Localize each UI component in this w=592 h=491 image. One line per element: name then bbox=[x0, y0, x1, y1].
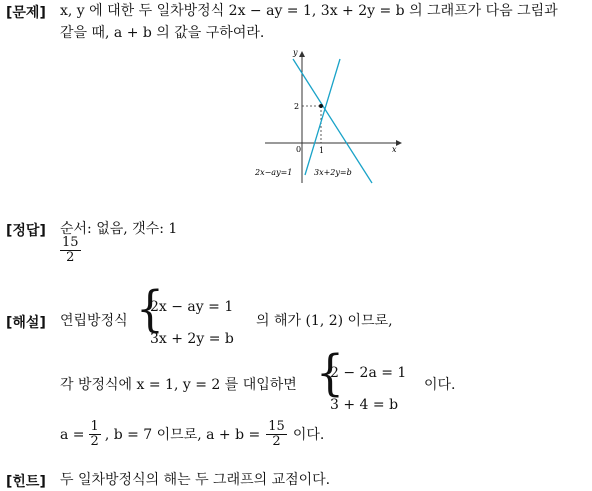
final-a-denominator: 2 bbox=[90, 434, 99, 449]
final-line bbox=[60, 420, 324, 449]
hint-tag: [힌트] bbox=[6, 474, 46, 490]
final-end: 이다. bbox=[292, 426, 325, 443]
origin-label: 0 bbox=[296, 145, 302, 154]
final-a-label: a = bbox=[60, 426, 85, 443]
final-a-numerator: 1 bbox=[90, 419, 99, 434]
x-axis-arrow bbox=[396, 140, 402, 146]
x-axis-label: x bbox=[392, 145, 397, 154]
final-mid: , b = 7 이므로, a + b = bbox=[104, 426, 261, 443]
answer-tag: [정답] bbox=[6, 223, 46, 239]
system-eq1: 2x − ay = 1 bbox=[150, 299, 234, 315]
substitution-eq2: 3 + 4 = b bbox=[330, 397, 399, 413]
hint-text: 두 일차방정식의 해는 두 그래프의 교점이다. bbox=[60, 472, 331, 488]
answer-numerator: 15 bbox=[62, 235, 79, 250]
system-brace: { bbox=[136, 281, 164, 338]
substitution-intro: 각 방정식에 x = 1, y = 2 를 대입하면 bbox=[60, 377, 297, 393]
substitution-brace: { bbox=[316, 345, 344, 402]
line-3x-2y-b bbox=[293, 59, 372, 183]
answer-meta: 순서: 없음, 갯수: 1 bbox=[60, 221, 178, 237]
intersection-point bbox=[319, 104, 323, 108]
line-2x-ay-1 bbox=[305, 59, 340, 175]
final-sum-numerator: 15 bbox=[268, 419, 285, 434]
substitution-result: 이다. bbox=[424, 377, 456, 393]
y-axis-label: y bbox=[293, 48, 298, 57]
line2-label: 3x+2y=b bbox=[314, 168, 352, 177]
solution-tag: [해설] bbox=[6, 315, 46, 331]
x-tick-label: 1 bbox=[319, 146, 325, 155]
y-axis-arrow bbox=[299, 51, 305, 57]
system-eq2: 3x + 2y = b bbox=[150, 331, 234, 347]
system-intro: 연립방정식 bbox=[60, 313, 128, 329]
graph-figure bbox=[250, 45, 410, 190]
problem-line-1: x, y 에 대한 두 일차방정식 2x − ay = 1, 3x + 2y = b 의 그래프가 다음 그림과 bbox=[60, 3, 558, 19]
answer-denominator: 2 bbox=[66, 250, 75, 265]
y-tick-label: 2 bbox=[294, 102, 300, 111]
problem-line-2: 같을 때, a + b 의 값을 구하여라. bbox=[60, 25, 265, 41]
final-sum-denominator: 2 bbox=[272, 434, 281, 449]
system-result: 의 해가 (1, 2) 이므로, bbox=[256, 313, 393, 329]
answer-fraction bbox=[58, 236, 83, 265]
problem-tag: [문제] bbox=[6, 5, 46, 21]
line1-label: 2x−ay=1 bbox=[255, 168, 293, 177]
substitution-eq1: 2 − 2a = 1 bbox=[330, 365, 407, 381]
